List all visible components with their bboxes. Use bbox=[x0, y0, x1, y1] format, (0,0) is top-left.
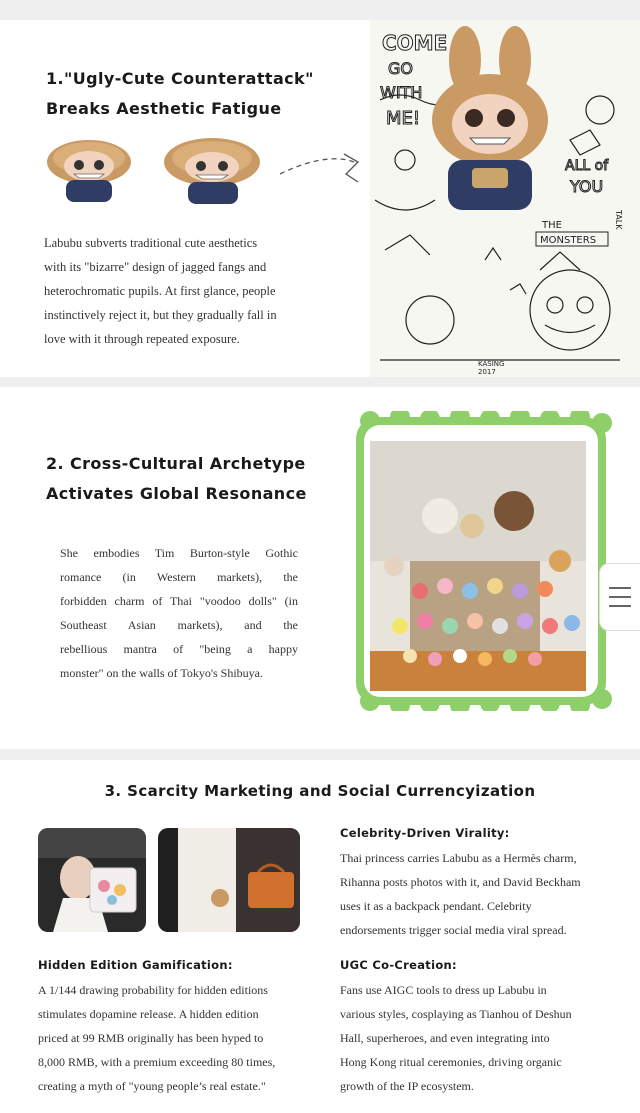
doodle-word: COME bbox=[382, 31, 448, 55]
section2-body-line: romance (in Western markets), the bbox=[60, 570, 298, 584]
doodle-word: MONSTERS bbox=[540, 235, 597, 246]
doodle-word: ME! bbox=[386, 108, 421, 129]
section2-body-line: forbidden charm of Thai "voodoo dolls" (in bbox=[60, 594, 298, 608]
celebrity-line: endorsements trigger social media viral spread. bbox=[340, 923, 567, 937]
doodle-word: GO bbox=[388, 59, 413, 78]
doodle-word: TALK bbox=[614, 210, 623, 230]
section1-body-line: with its "bizarre" design of jagged fangs and bbox=[44, 260, 267, 274]
celebrity-body bbox=[340, 846, 630, 942]
section3-title: 3. Scarcity Marketing and Social Currencyization bbox=[104, 782, 536, 800]
section-scarcity bbox=[0, 760, 640, 1113]
doodle-word: KASING bbox=[478, 360, 505, 368]
section-cross-cultural bbox=[0, 387, 640, 749]
celebrity-photo-hermes bbox=[158, 828, 300, 932]
section2-body-line: Southeast Asian markets), and the bbox=[60, 618, 298, 632]
ugc-heading: UGC Co-Creation: bbox=[340, 958, 457, 972]
celebrity-photo-bag bbox=[38, 828, 146, 932]
ugc-line: Hong Kong ritual ceremonies, driving organic bbox=[340, 1055, 562, 1069]
section1-body bbox=[44, 231, 334, 351]
doodle-word: WITH bbox=[380, 83, 423, 102]
celebrity-heading: Celebrity-Driven Virality: bbox=[340, 826, 510, 840]
labubu-figure-left bbox=[47, 140, 131, 202]
hidden-edition-line: creating a myth of "young people’s real estate." bbox=[38, 1079, 266, 1093]
section2-title bbox=[46, 449, 307, 509]
section1-body-line: Labubu subverts traditional cute aesthetics bbox=[44, 236, 258, 250]
ugc-line: various styles, cosplaying as Tianhou of Deshun bbox=[340, 1007, 572, 1021]
section1-body-line: love with it through repeated exposure. bbox=[44, 332, 240, 346]
section1-title bbox=[46, 64, 314, 124]
doodle-word: YOU bbox=[570, 177, 604, 196]
labubu-figure-right bbox=[164, 138, 260, 204]
section1-title-line1: 1."Ugly-Cute Counterattack" bbox=[46, 69, 314, 88]
doodle-word: 2017 bbox=[478, 368, 496, 376]
hidden-edition-heading: Hidden Edition Gamification: bbox=[38, 958, 233, 972]
section1-body-line: heterochromatic pupils. At first glance, people bbox=[44, 284, 276, 298]
celebrity-line: Rihanna posts photos with it, and David Beckham bbox=[340, 875, 581, 889]
celebrity-line: uses it as a backpack pendant. Celebrity bbox=[340, 899, 532, 913]
hidden-edition-line: A 1/144 drawing probability for hidden editions bbox=[38, 983, 268, 997]
section2-body bbox=[60, 541, 298, 685]
doodle-word: THE bbox=[542, 220, 562, 231]
section2-title-line1: 2. Cross-Cultural Archetype bbox=[46, 454, 306, 473]
hidden-edition-line: 8,000 RMB, with a premium exceeding 80 times, bbox=[38, 1055, 276, 1069]
ugc-line: Fans use AIGC tools to dress up Labubu in bbox=[340, 983, 547, 997]
labubu-figures-illustration bbox=[44, 132, 364, 212]
section2-body-line: rebellious mantra of "being a happy bbox=[60, 642, 298, 656]
hidden-edition-line: priced at 99 RMB originally has been hyped to bbox=[38, 1031, 264, 1045]
doodle-word: ALL of bbox=[565, 158, 609, 174]
ugc-line: Hall, superheroes, and even integrating into bbox=[340, 1031, 550, 1045]
section2-body-line: She embodies Tim Burton-style Gothic bbox=[60, 546, 298, 560]
section2-body-line: monster" on the walls of Tokyo's Shibuya. bbox=[60, 666, 263, 680]
ugc-body bbox=[340, 978, 630, 1098]
section2-title-line2: Activates Global Resonance bbox=[46, 484, 307, 503]
doodle-artwork-image bbox=[370, 20, 640, 377]
celebrity-line: Thai princess carries Labubu as a Hermès charm, bbox=[340, 851, 577, 865]
ugc-line: growth of the IP ecosystem. bbox=[340, 1079, 474, 1093]
section-ugly-cute bbox=[0, 20, 640, 377]
section1-body-line: instinctively reject it, but they gradually fall in bbox=[44, 308, 277, 322]
section1-title-line2: Breaks Aesthetic Fatigue bbox=[46, 99, 282, 118]
hamburger-menu-button[interactable] bbox=[599, 563, 640, 631]
hidden-edition-line: stimulates dopamine release. A hidden edition bbox=[38, 1007, 259, 1021]
hidden-edition-body bbox=[38, 978, 328, 1098]
collection-photo-framed bbox=[350, 411, 612, 711]
